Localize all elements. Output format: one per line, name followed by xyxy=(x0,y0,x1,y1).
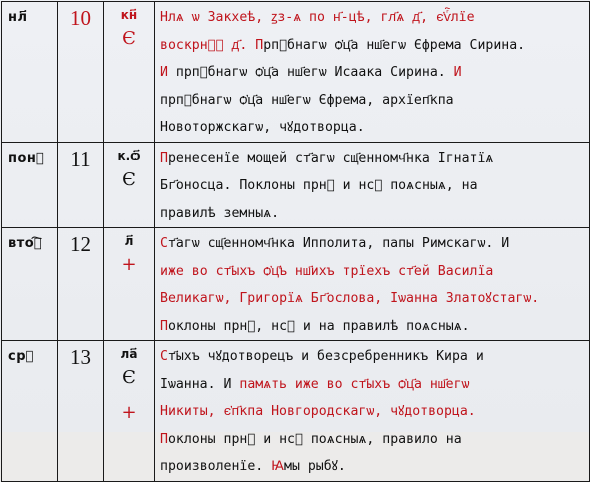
rubric-text: Ꙗ xyxy=(271,459,285,474)
weekday-cell xyxy=(2,2,58,143)
indiction-letter: к.ѻ҃ xyxy=(117,148,141,163)
text-line xyxy=(160,426,585,454)
body-text: произволенїе. xyxy=(160,459,272,474)
body-text: мы рыбꙋ. xyxy=(284,459,346,474)
rubric-text: П xyxy=(160,318,168,334)
calendar-row xyxy=(2,142,590,228)
body-text: Новоторжскагѡ, чꙋдотворца. xyxy=(160,120,365,135)
mark-cell xyxy=(104,228,155,341)
calendar-body xyxy=(2,2,590,482)
body-text: рпⷣбнагѡ ѻ҆ц҃а нш҃егѡ Єфрема Сирина. xyxy=(263,37,526,53)
commemoration-cell xyxy=(155,341,590,482)
rubric-text: Никиты, є҆п҃кпа Новгородскагѡ, чꙋдотворца. xyxy=(160,404,476,419)
weekday-cell xyxy=(2,341,58,482)
text-line xyxy=(160,453,585,481)
commemoration-cell xyxy=(155,2,590,143)
date-number: 13 xyxy=(70,345,91,369)
mark-wrap xyxy=(104,2,154,49)
commemoration-text xyxy=(155,2,589,142)
date-number-cell xyxy=(58,228,104,341)
text-line xyxy=(160,172,585,200)
rubric-text: С xyxy=(160,349,168,364)
service-sign-icon: Є xyxy=(122,28,136,49)
weekday-label: понⷣ xyxy=(8,150,45,166)
text-line xyxy=(160,4,585,32)
rubric-text: И xyxy=(453,65,462,80)
body-text: Іѡанна. И xyxy=(160,376,240,392)
text-line xyxy=(160,145,585,173)
service-sign-icon: Є xyxy=(122,168,136,190)
text-line xyxy=(160,32,585,60)
date-number: 11 xyxy=(70,146,91,171)
rubric-text: памѧть иже во ст҃ыхъ ѻ҆ц҃а нш҃егѡ xyxy=(239,376,470,392)
text-line xyxy=(160,285,585,313)
body-text: оклоны прнⷯ, нсⷯ и на правилѣ поѧсныѧ. xyxy=(167,318,470,334)
text-line xyxy=(160,114,585,142)
text-line xyxy=(160,59,585,87)
commemoration-cell xyxy=(155,142,590,228)
date-number: 12 xyxy=(70,232,91,256)
service-sign-icon: Є xyxy=(122,367,136,388)
weekday-cell xyxy=(2,228,58,341)
rubric-text: Нлѧ ѡ Закхеѣ, ꙁз-ѧ по н҃-цѣ, гл҃ѧ д҃, є҆ѵⷢ҇лїе xyxy=(160,10,475,25)
indiction-letter: кн҃ xyxy=(120,8,138,22)
commemoration-text xyxy=(155,341,589,481)
feast-cross-icon: + xyxy=(121,402,137,423)
text-line xyxy=(160,343,585,371)
weekday-label: срⷣ xyxy=(8,349,34,364)
body-text: т҃ыхъ чꙋдотворецъ и безсребренникъ Кира и xyxy=(167,349,484,364)
commemoration-cell xyxy=(155,228,590,341)
text-line xyxy=(160,230,585,258)
body-text: оклоны прнⷯ и нсⷯ поѧсныѧ, правило на xyxy=(167,431,462,447)
weekday-label: нл҃ xyxy=(8,10,28,25)
calendar-table xyxy=(1,1,590,482)
text-line xyxy=(160,371,585,399)
weekday-cell xyxy=(2,142,58,228)
date-number-cell xyxy=(58,341,104,482)
feast-cross-icon: + xyxy=(121,254,137,275)
body-text: прпⷣбнагѡ ѻ҆ц҃а нш҃егѡ Єфрема, архїеп҃кпа xyxy=(160,92,454,108)
body-text: прпⷣбнагѡ ѻ҆ц҃а нш҃егѡ Исаака Сирина. xyxy=(167,65,454,80)
body-text: правилѣ земныѧ. xyxy=(160,205,280,221)
text-line xyxy=(160,200,585,228)
calendar-row xyxy=(2,2,590,143)
mark-cell xyxy=(104,341,155,482)
weekday-label: втоⷩ҇ xyxy=(8,236,42,251)
indiction-letter: ла҃ xyxy=(120,347,138,361)
mark-wrap xyxy=(104,228,154,275)
date-number-cell xyxy=(58,2,104,143)
body-text: ренесенїе мощей ст҃агѡ сщ҃енномч҃нка Ігнатїѧ xyxy=(167,150,494,166)
calendar-row xyxy=(2,341,590,482)
text-line xyxy=(160,87,585,115)
mark-wrap xyxy=(104,341,154,423)
calendar-row xyxy=(2,228,590,341)
rubric-text: иже во ст҃ыхъ ѻ҆ц҃ъ нш҃ихъ трїехъ ст҃ей Василїа xyxy=(160,263,494,279)
commemoration-text xyxy=(155,228,589,340)
rubric-text: воскрнⷪ҇ д҃. xyxy=(160,37,256,53)
rubric-text: П xyxy=(160,431,168,447)
body-text: т҃агѡ сщ҃енномч҃нка Ипполита, папы Римскагѡ. И xyxy=(167,236,510,251)
rubric-text: П xyxy=(160,150,168,166)
commemoration-text xyxy=(155,143,589,228)
text-line xyxy=(160,398,585,426)
text-line xyxy=(160,258,585,286)
body-text: Бг҃оносца. Поклоны прнⷯ и нсⷯ поѧсныѧ, на xyxy=(160,178,478,193)
rubric-text: Великагѡ, Григорїѧ Бг҃ослова, Іѡанна Златоꙋстагѡ. xyxy=(160,291,540,306)
indiction-letter: л҃ xyxy=(124,234,134,248)
text-line xyxy=(160,313,585,341)
rubric-text: П xyxy=(255,37,264,53)
date-number: 10 xyxy=(70,6,91,30)
rubric-text: И xyxy=(160,65,168,80)
date-number-cell xyxy=(58,142,104,228)
mark-cell xyxy=(104,2,155,143)
mark-cell xyxy=(104,142,155,228)
rubric-text: С xyxy=(160,236,168,251)
mark-wrap xyxy=(104,143,154,190)
